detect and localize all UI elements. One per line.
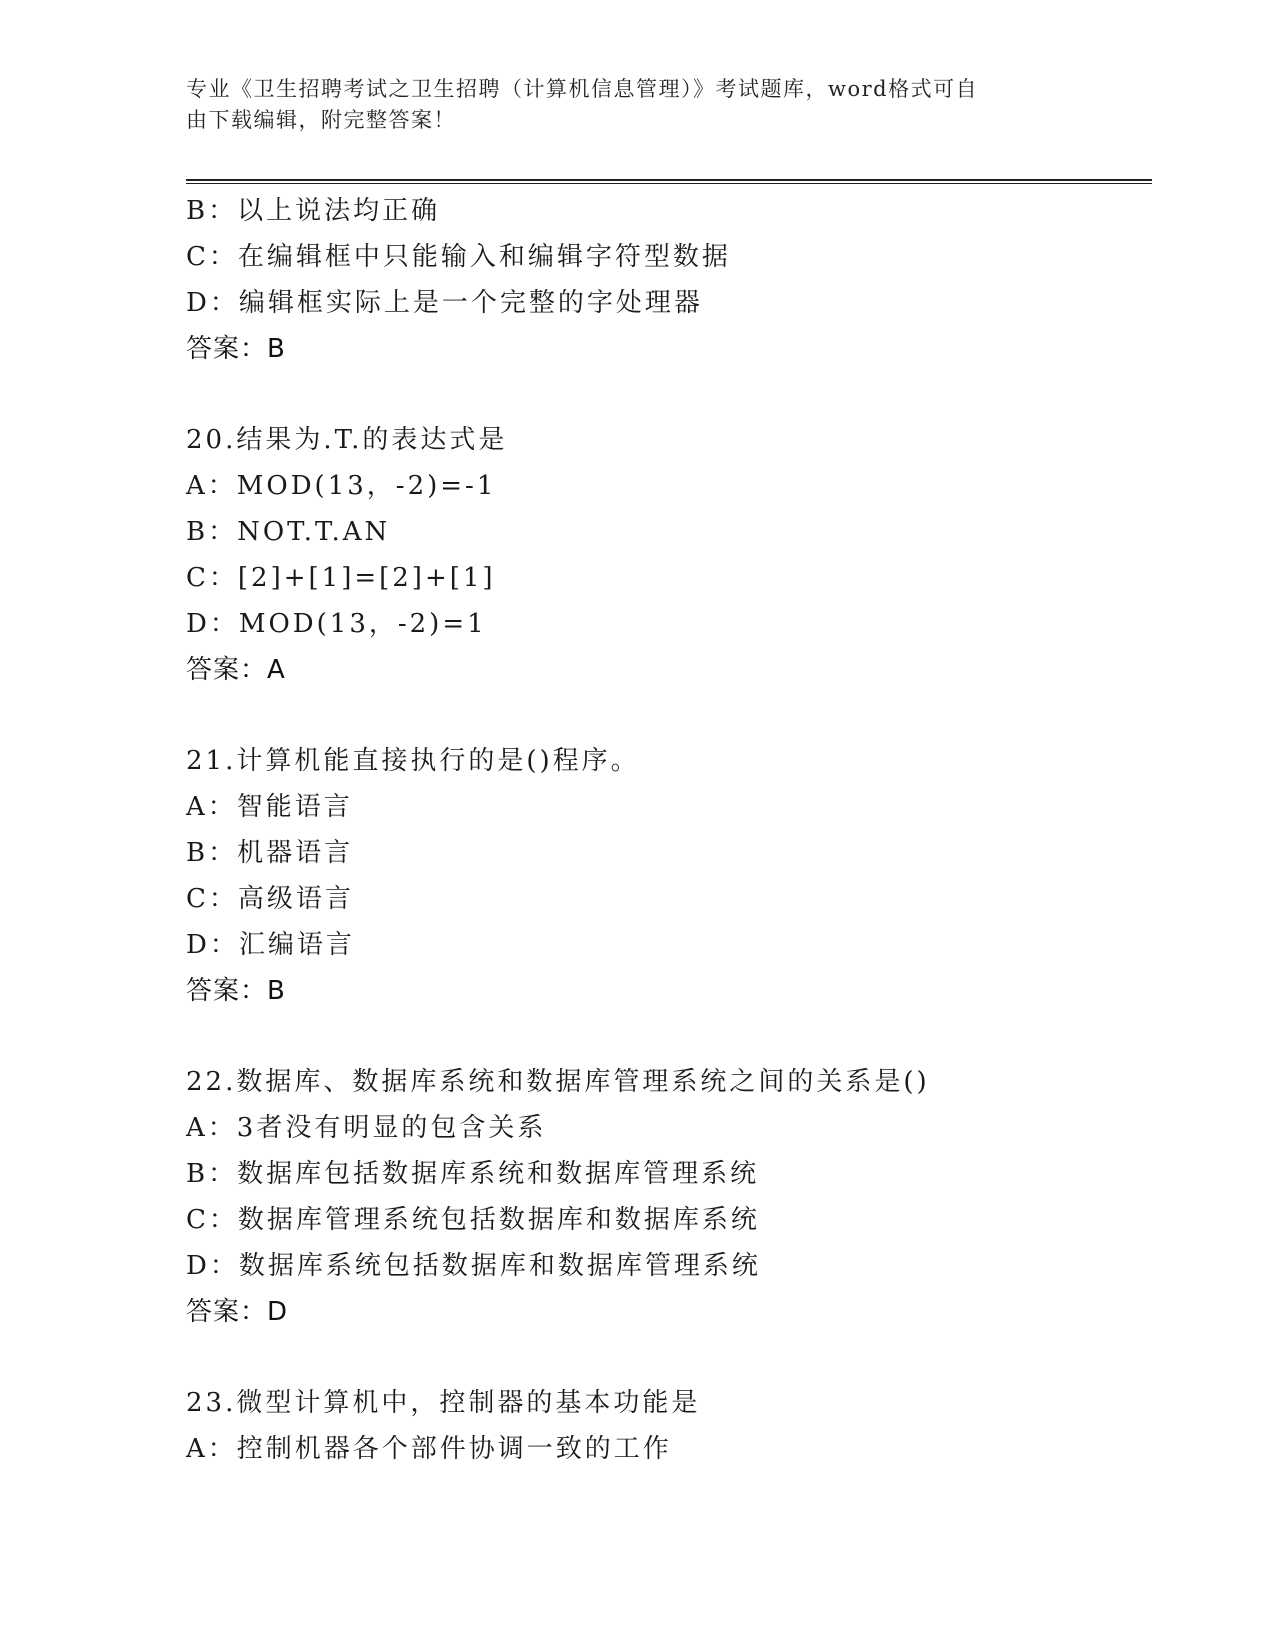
header-divider-thick (186, 179, 1152, 181)
question-21 (186, 738, 1146, 1014)
question-23 (186, 1380, 1146, 1472)
question-stem: 22.数据库、数据库系统和数据库管理系统之间的关系是() (186, 1067, 930, 1097)
option-b: B：数据库包括数据库系统和数据库管理系统 (186, 1159, 760, 1189)
answer-line: 答案：A (186, 655, 286, 685)
option-c: C：数据库管理系统包括数据库和数据库系统 (186, 1205, 760, 1235)
question-stem: 23.微型计算机中，控制器的基本功能是 (186, 1388, 701, 1418)
header-line-1: 专业《卫生招聘考试之卫生招聘（计算机信息管理）》考试题库，word格式可自 (186, 77, 979, 101)
option-c: C：[2]+[1]=[2]+[1] (186, 563, 496, 593)
option-d: D：编辑框实际上是一个完整的字处理器 (186, 288, 703, 318)
option-a: A：MOD(13，-2)=-1 (186, 471, 497, 501)
question-stem: 20.结果为.T.的表达式是 (186, 425, 508, 455)
option-a: A：控制机器各个部件协调一致的工作 (186, 1434, 672, 1464)
option-a: A：3者没有明显的包含关系 (186, 1113, 547, 1143)
question-list (186, 188, 1146, 1472)
question-20 (186, 417, 1146, 693)
question-stem: 21.计算机能直接执行的是()程序。 (186, 746, 640, 776)
answer-line: 答案：B (186, 976, 286, 1006)
document-header (186, 74, 1066, 136)
header-divider-thin (186, 183, 1152, 184)
option-b: B：NOT.T.AN (186, 517, 391, 547)
answer-line: 答案：D (186, 1297, 289, 1327)
option-d: D：数据库系统包括数据库和数据库管理系统 (186, 1251, 761, 1281)
option-c: C：在编辑框中只能输入和编辑字符型数据 (186, 242, 731, 272)
answer-line: 答案：B (186, 334, 286, 364)
header-line-2: 由下载编辑，附完整答案！ (186, 108, 456, 132)
option-b: B：以上说法均正确 (186, 196, 441, 226)
question-22 (186, 1059, 1146, 1335)
question-19-continued (186, 188, 1146, 372)
option-b: B：机器语言 (186, 838, 354, 868)
option-c: C：高级语言 (186, 884, 354, 914)
option-d: D：汇编语言 (186, 930, 355, 960)
option-d: D：MOD(13，-2)=1 (186, 609, 487, 639)
option-a: A：智能语言 (186, 792, 353, 822)
